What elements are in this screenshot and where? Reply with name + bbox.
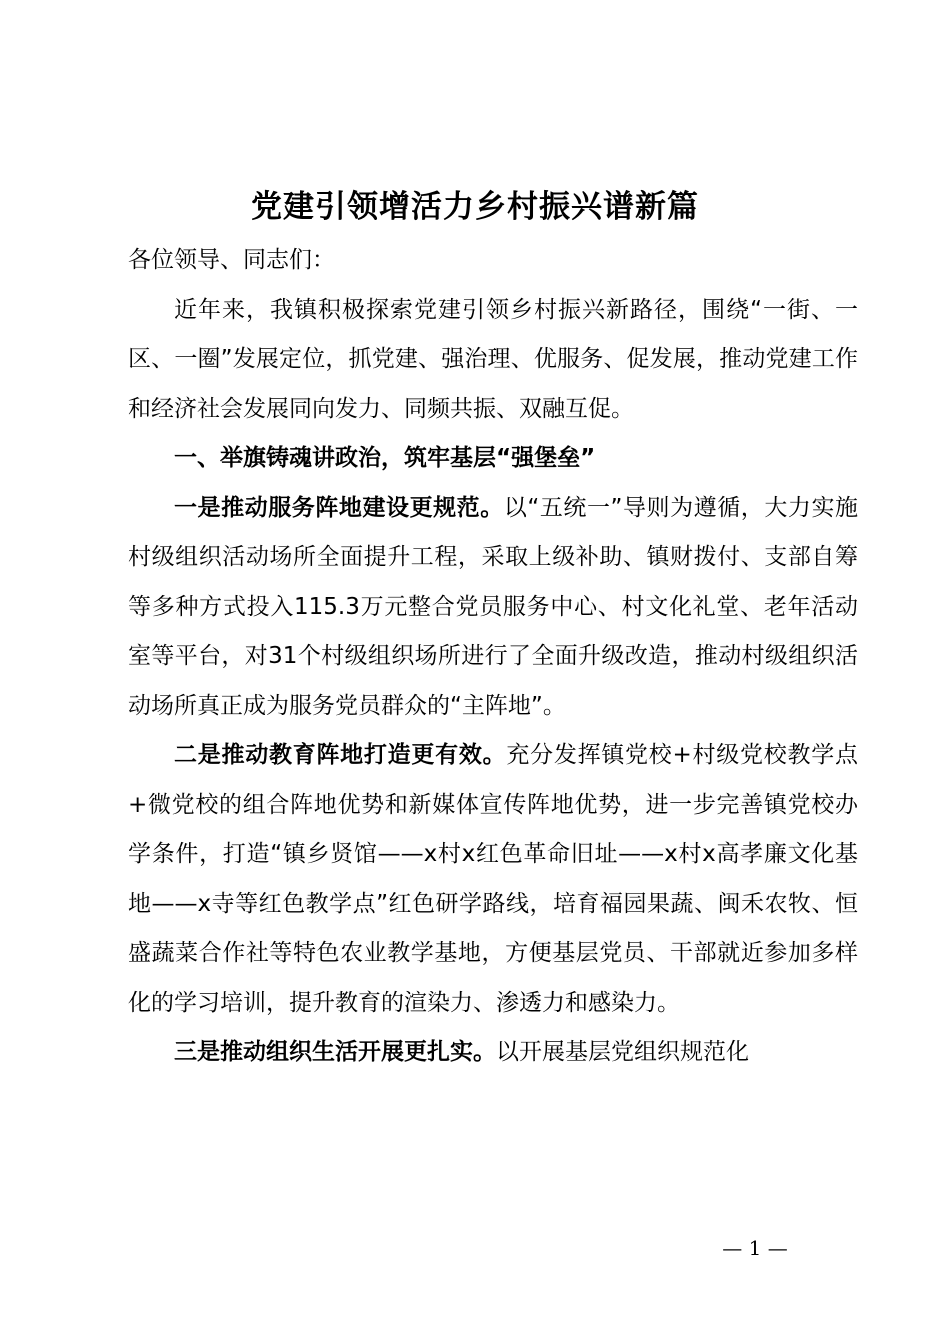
document-body	[128, 236, 858, 1078]
paragraph-3-text: 以开展基层党组织规范化	[496, 1039, 749, 1065]
paragraph-2	[128, 731, 858, 1028]
intro-paragraph: 近年来，我镇积极探索党建引领乡村振兴新路径，围绕“一街、一区、一圈”发展定位，抓党建、强治理、优服务、促发展，推动党建工作和经济社会发展同向发力、同频共振、双融互促。	[128, 296, 858, 422]
section-heading: 一、举旗铸魂讲政治，筑牢基层“强堡垒”	[174, 445, 596, 471]
paragraph-1	[128, 484, 858, 732]
paragraph-1-lead: 一是推动服务阵地建设更规范。	[174, 494, 504, 521]
paragraph-2-lead: 二是推动教育阵地打造更有效。	[174, 742, 507, 768]
paragraph-3-lead: 三是推动组织生活开展更扎实。	[174, 1039, 496, 1065]
paragraph-1-text: 以“五统一”导则为遵循，大力实施村级组织活动场所全面提升工程，采取上级补助、镇财拨付、支部自筹等多种方式投入115.3万元整合党员服务中心、村文化礼堂、老年活动室等平台，对31个村级组织场所进行了全面升级改造，推动村级组织活动场所真正成为服务党员群众的“主阵地”。	[128, 494, 859, 719]
paragraph-2-text: 充分发挥镇党校+村级党校教学点+微党校的组合阵地优势和新媒体宣传阵地优势，进一步完善镇党校办学条件，打造“镇乡贤馆——x村x红色革命旧址——x村x高孝廉文化基地——x寺等红色教学点”红色研学路线，培育福园果蔬、闽禾农牧、恒盛蔬菜合作社等特色农业教学基地，方便基层党员、干部就近参加多样化的学习培训，提升教育的渲染力、渗透力和感染力。	[128, 742, 858, 1016]
page-number: — 1 —	[722, 1236, 788, 1260]
paragraph-3	[128, 1028, 858, 1078]
document-title: 党建引领增活力乡村振兴谱新篇	[251, 189, 699, 225]
greeting: 各位领导、同志们：	[128, 247, 335, 273]
